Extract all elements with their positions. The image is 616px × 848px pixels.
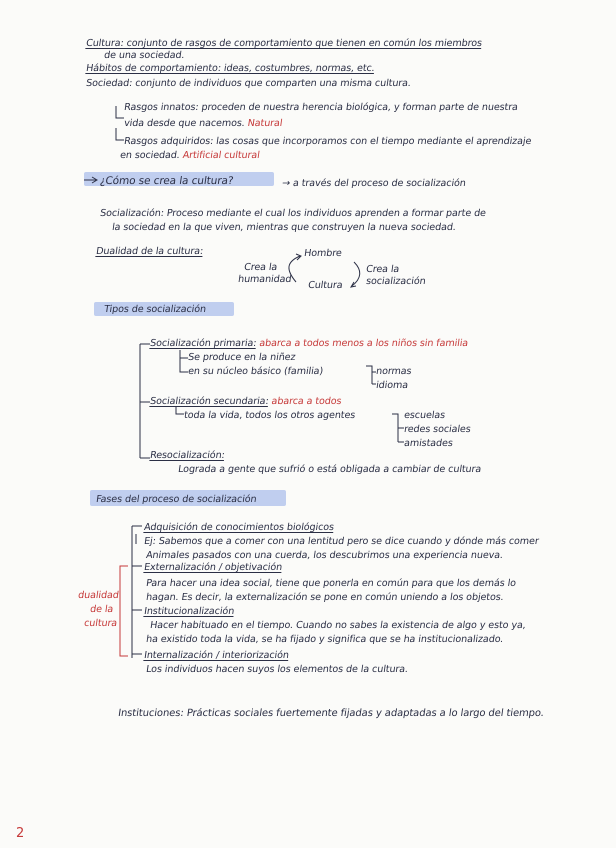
cultura-def-cont: de una sociedad.	[103, 50, 186, 61]
primaria-label: Socialización primaria:	[149, 338, 258, 349]
secundaria-note: abarca a todos	[270, 396, 343, 407]
rasgos-innatos-cont: vida desde que nacemos.	[123, 118, 246, 129]
fase-adquisicion-ej: Ej: Sabemos que a comer con una lentitud pero se dice cuando y dónde más comer	[143, 536, 540, 547]
page-number: 2	[16, 826, 25, 841]
agente-escuelas: escuelas	[403, 410, 446, 421]
fase-externalizacion-def: Para hacer una idea social, tiene que ponerla en común para que los demás lo	[145, 578, 517, 589]
fase-internalizacion-def: Los individuos hacen suyos los elementos de la cultura.	[145, 664, 409, 675]
dualidad-crea-right-b: socialización	[365, 276, 427, 287]
rasgos-innatos-line: Rasgos innatos: proceden de nuestra herencia biológica, y forman parte de nuestra	[123, 102, 519, 113]
dualidad-cultura: Cultura	[307, 280, 344, 291]
side-note-dualidad: dualidad	[77, 590, 120, 601]
term-cultura: Cultura: conjunto de rasgos de comportamiento que tienen en común los miembros	[85, 38, 483, 49]
tipos-heading: Tipos de socialización	[103, 304, 207, 315]
fase-institucionalizacion-def-cont: ha existido toda la vida, se ha fijado y significa que se ha institucionalizado.	[145, 634, 504, 645]
fase-adquisicion: Adquisición de conocimientos biológicos	[143, 522, 335, 533]
fase-internalizacion: Internalización / interiorización	[143, 650, 290, 661]
primaria-idioma: idioma	[375, 380, 409, 391]
question-answer: → a través del proceso de socialización	[281, 178, 467, 189]
rasgos-adquiridos-line: Rasgos adquiridos: las cosas que incorporamos con el tiempo mediante el aprendizaje	[123, 136, 532, 147]
sociedad-line: Sociedad: conjunto de individuos que comparten una misma cultura.	[85, 78, 412, 89]
socializacion-def-cont: la sociedad en la que viven, mientras que construyen la nueva sociedad.	[111, 222, 457, 233]
secundaria-agentes: toda la vida, todos los otros agentes	[183, 410, 356, 421]
instituciones-line: Instituciones: Prácticas sociales fuertemente fijadas y adaptadas a lo largo del tiempo.	[117, 708, 545, 719]
agente-amistades: amistades	[403, 438, 454, 449]
habitos-line: Hábitos de comportamiento: ideas, costumbres, normas, etc.	[85, 63, 376, 74]
primaria-normas: normas	[375, 366, 413, 377]
socializacion-def: Socialización: Proceso mediante el cual los individuos aprenden a formar parte de	[99, 208, 487, 219]
fase-institucionalizacion: Institucionalización	[143, 606, 235, 617]
side-note-cultura: cultura	[83, 618, 118, 629]
agente-redes: redes sociales	[403, 424, 472, 435]
dualidad-crea-left-b: humanidad	[237, 274, 293, 285]
primaria-nucleo: en su núcleo básico (familia)	[187, 366, 324, 377]
dualidad-heading: Dualidad de la cultura:	[95, 246, 204, 257]
dualidad-crea-left: Crea la	[243, 262, 278, 273]
dualidad-crea-right: Crea la	[365, 264, 400, 275]
fase-externalizacion-def-cont: hagan. Es decir, la externalización se pone en común uniendo a los objetos.	[145, 592, 505, 603]
primaria-ninez: Se produce en la niñez	[187, 352, 297, 363]
primaria-note: abarca a todos menos a los niños sin familia	[258, 338, 469, 349]
resocializacion-def: Lograda a gente que sufrió o está obligada a cambiar de cultura	[177, 464, 482, 475]
question-heading: ¿Cómo se crea la cultura?	[99, 175, 235, 187]
natural-label: Natural	[246, 118, 284, 129]
dualidad-hombre: Hombre	[303, 248, 343, 259]
fases-heading: Fases del proceso de socialización	[95, 494, 258, 505]
fase-adquisicion-ej-cont: Animales pasados con una cuerda, los descubrimos una experiencia nueva.	[145, 550, 504, 561]
rasgos-adquiridos-cont: en sociedad.	[119, 150, 181, 161]
fase-externalizacion: Externalización / objetivación	[143, 562, 283, 573]
artificial-label: Artificial cultural	[181, 150, 261, 161]
side-note-de-la: de la	[89, 604, 114, 615]
secundaria-label: Socialización secundaria:	[149, 396, 270, 407]
resocializacion-label: Resocialización:	[149, 450, 226, 461]
fase-institucionalizacion-def: Hacer habituado en el tiempo. Cuando no sabes la existencia de algo y esto ya,	[149, 620, 527, 631]
